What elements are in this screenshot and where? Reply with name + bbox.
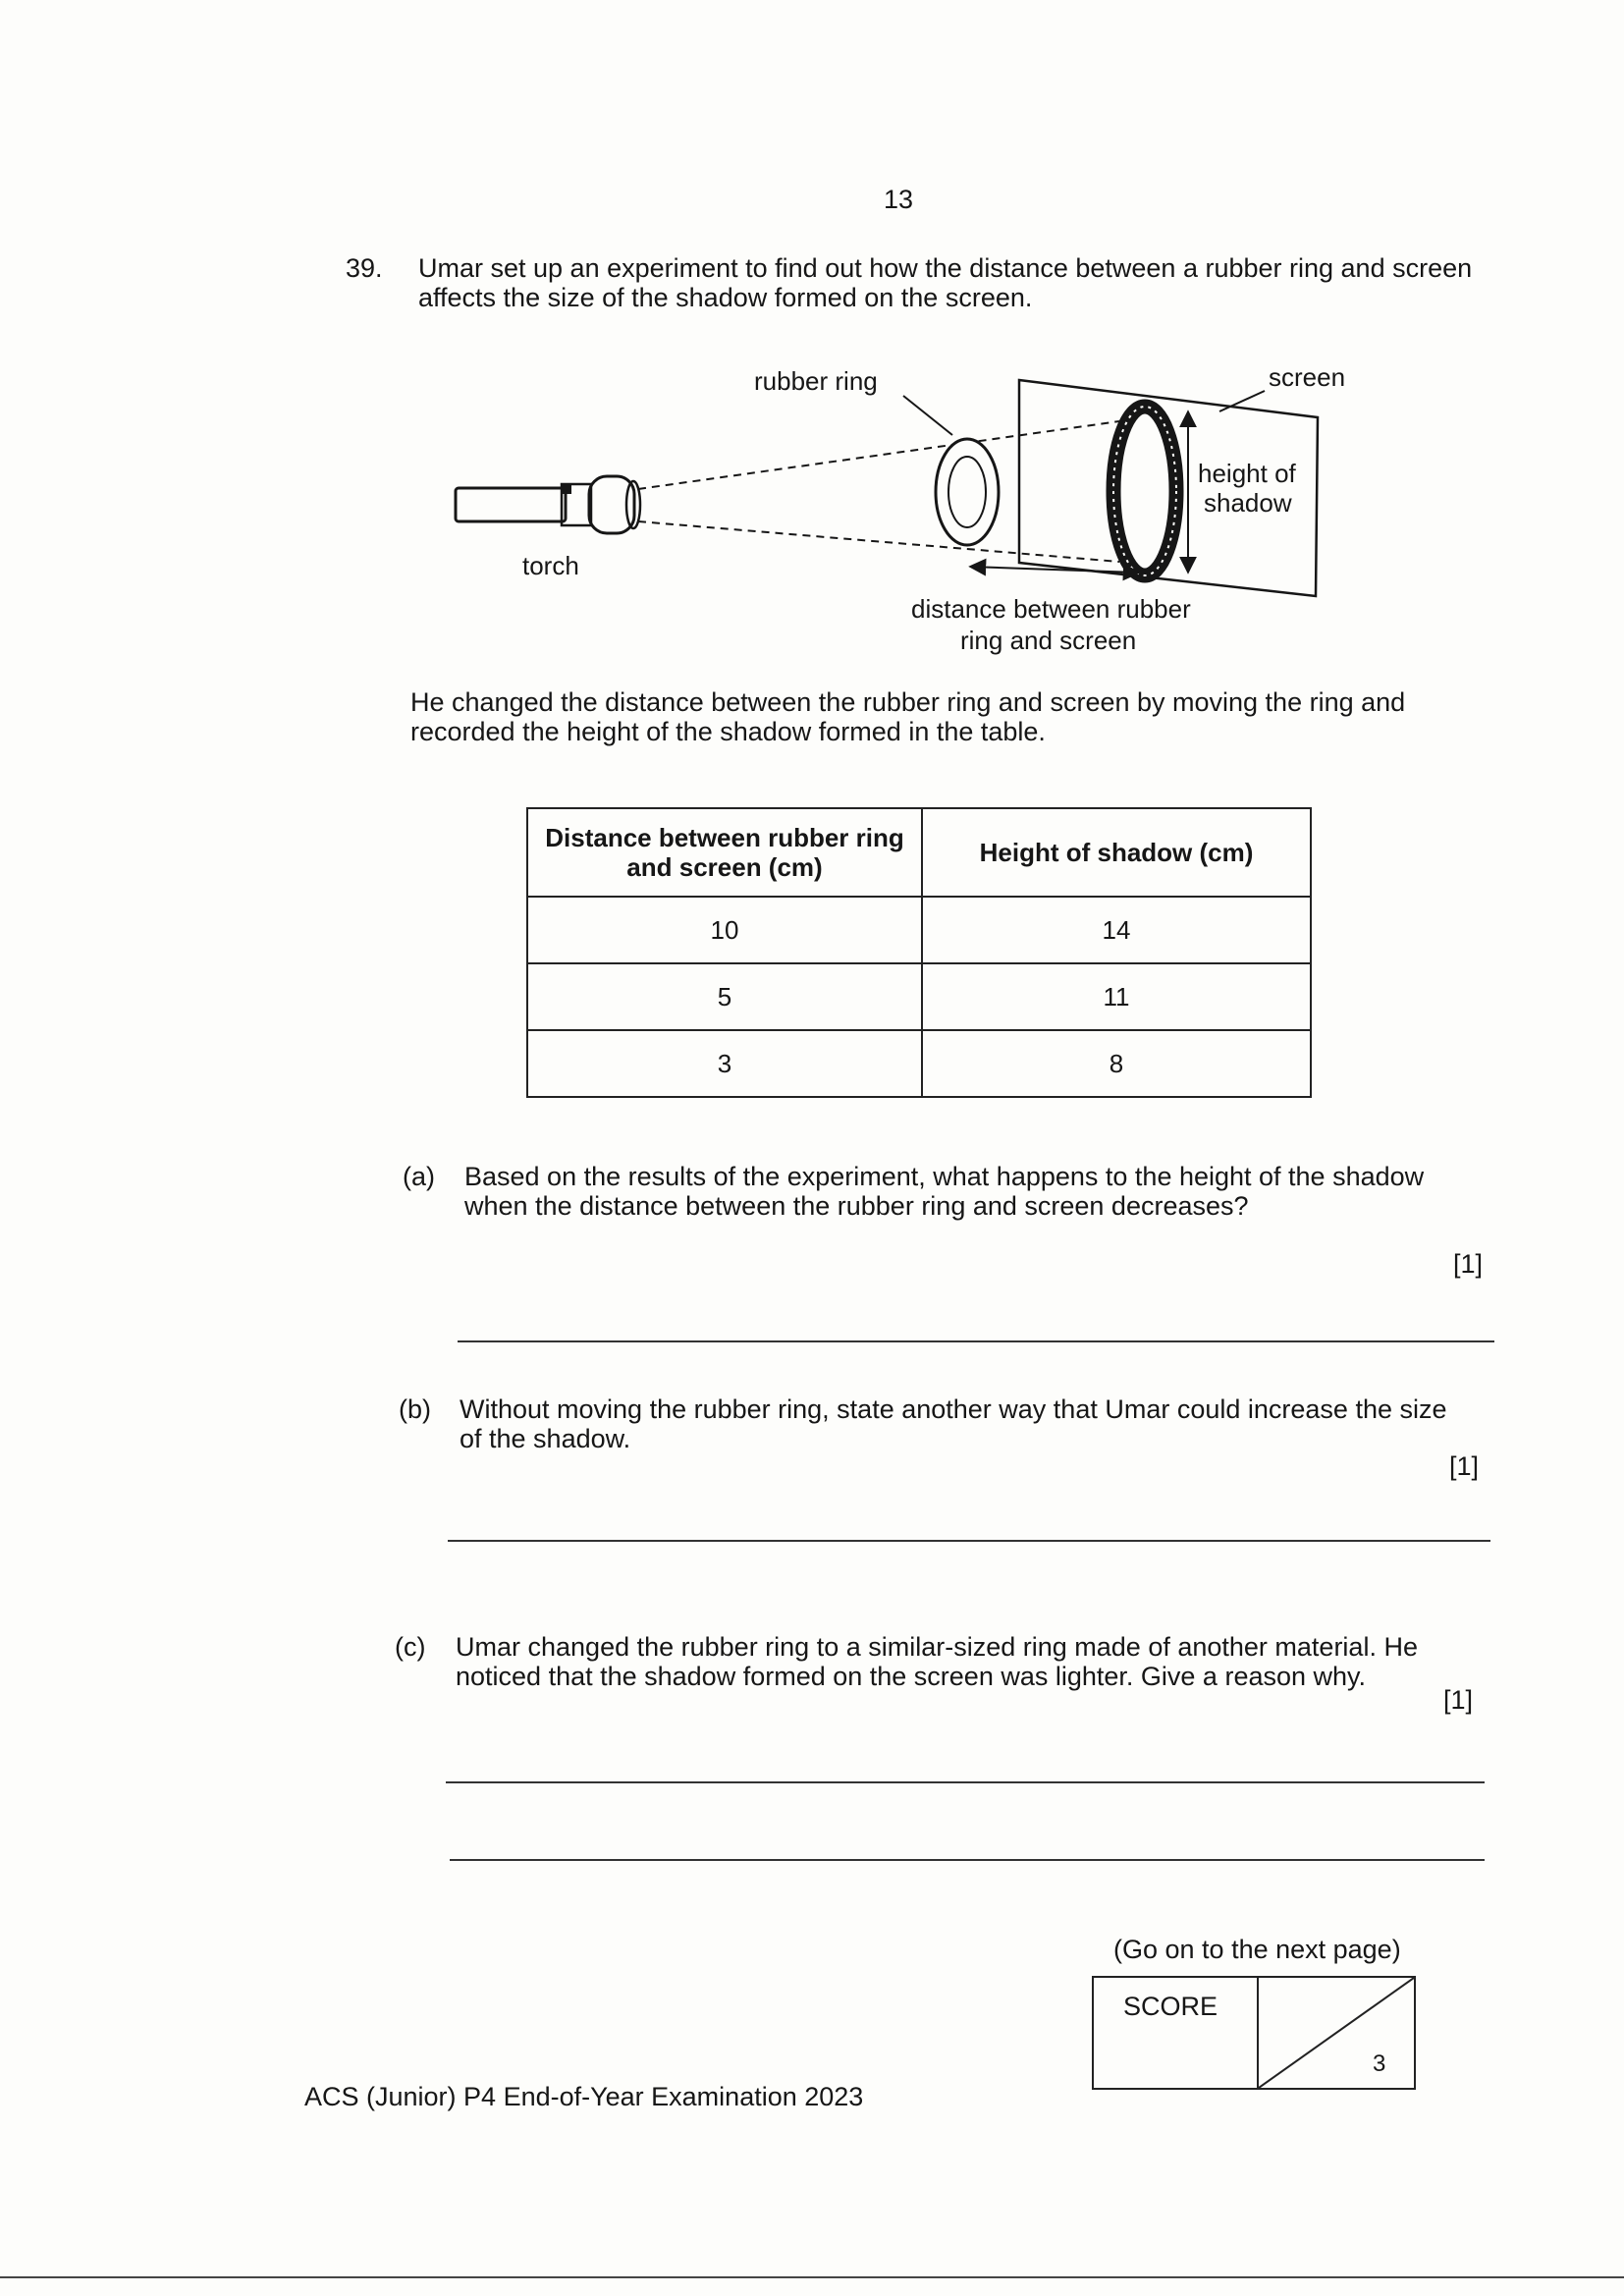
answer-line-a[interactable] <box>458 1340 1494 1342</box>
score-max: 3 <box>1373 2050 1386 2077</box>
bottom-rule <box>0 2276 1624 2278</box>
footer-text: ACS (Junior) P4 End-of-Year Examination 2023 <box>304 2082 864 2111</box>
part-c-label: (c) <box>395 1632 426 1662</box>
lower-light-ray <box>638 521 1119 562</box>
part-b-text: Without moving the rubber ring, state another way that Umar could increase the size of the shadow. <box>460 1394 1447 1453</box>
distance-label-line1: distance between rubber <box>911 594 1191 624</box>
torch-label: torch <box>522 551 579 580</box>
table-header-row <box>527 808 1311 897</box>
part-c-marks: [1] <box>1443 1685 1474 1715</box>
answer-line-c2[interactable] <box>450 1859 1485 1861</box>
table-row <box>527 897 1311 963</box>
upper-light-ray <box>638 421 1119 489</box>
cell-distance: 10 <box>527 897 922 963</box>
cell-height: 11 <box>922 963 1311 1030</box>
part-a-marks: [1] <box>1453 1249 1484 1279</box>
score-diagonal <box>1259 1978 1414 2088</box>
score-box <box>1092 1976 1416 2090</box>
cell-distance: 3 <box>527 1030 922 1097</box>
page-number: 13 <box>883 185 914 214</box>
part-b-marks: [1] <box>1449 1451 1480 1481</box>
height-label-line1: height of <box>1198 459 1296 488</box>
header-distance: Distance between rubber ring and screen (cm) <box>527 808 922 897</box>
question-number: 39. <box>346 253 383 283</box>
go-on-note: (Go on to the next page) <box>1113 1935 1401 1964</box>
experiment-diagram <box>432 349 1434 673</box>
distance-label-line2: ring and screen <box>960 626 1137 655</box>
answer-line-c1[interactable] <box>446 1781 1485 1783</box>
part-a-text: Based on the results of the experiment, what happens to the height of the shadow when the distance between the rubber ring and screen decreases? <box>464 1162 1425 1221</box>
cell-height: 14 <box>922 897 1311 963</box>
part-b-label: (b) <box>399 1394 431 1424</box>
torch-icon <box>456 476 640 533</box>
results-table <box>526 807 1312 1098</box>
part-c-text: Umar changed the rubber ring to a similar-sized ring made of another material. He noticed that the shadow formed on the screen was lighter. Give a reason why. <box>456 1632 1418 1691</box>
screen-label: screen <box>1269 362 1346 392</box>
rubber-ring-label: rubber ring <box>754 366 878 396</box>
answer-line-b[interactable] <box>448 1540 1490 1542</box>
method-text: He changed the distance between the rubber ring and screen by moving the ring and recorded the height of the shadow formed in the table. <box>410 687 1406 746</box>
score-label: SCORE <box>1123 1992 1218 2021</box>
table-row <box>527 963 1311 1030</box>
height-label-line2: shadow <box>1204 488 1292 518</box>
table-row <box>527 1030 1311 1097</box>
part-a-label: (a) <box>403 1162 435 1191</box>
cell-distance: 5 <box>527 963 922 1030</box>
header-height: Height of shadow (cm) <box>922 808 1311 897</box>
question-intro: Umar set up an experiment to find out how the distance between a rubber ring and screen affects the size of the shadow formed on the screen. <box>418 253 1473 312</box>
rubber-ring-icon <box>936 439 999 545</box>
rubber-ring-pointer <box>903 396 952 435</box>
cell-height: 8 <box>922 1030 1311 1097</box>
